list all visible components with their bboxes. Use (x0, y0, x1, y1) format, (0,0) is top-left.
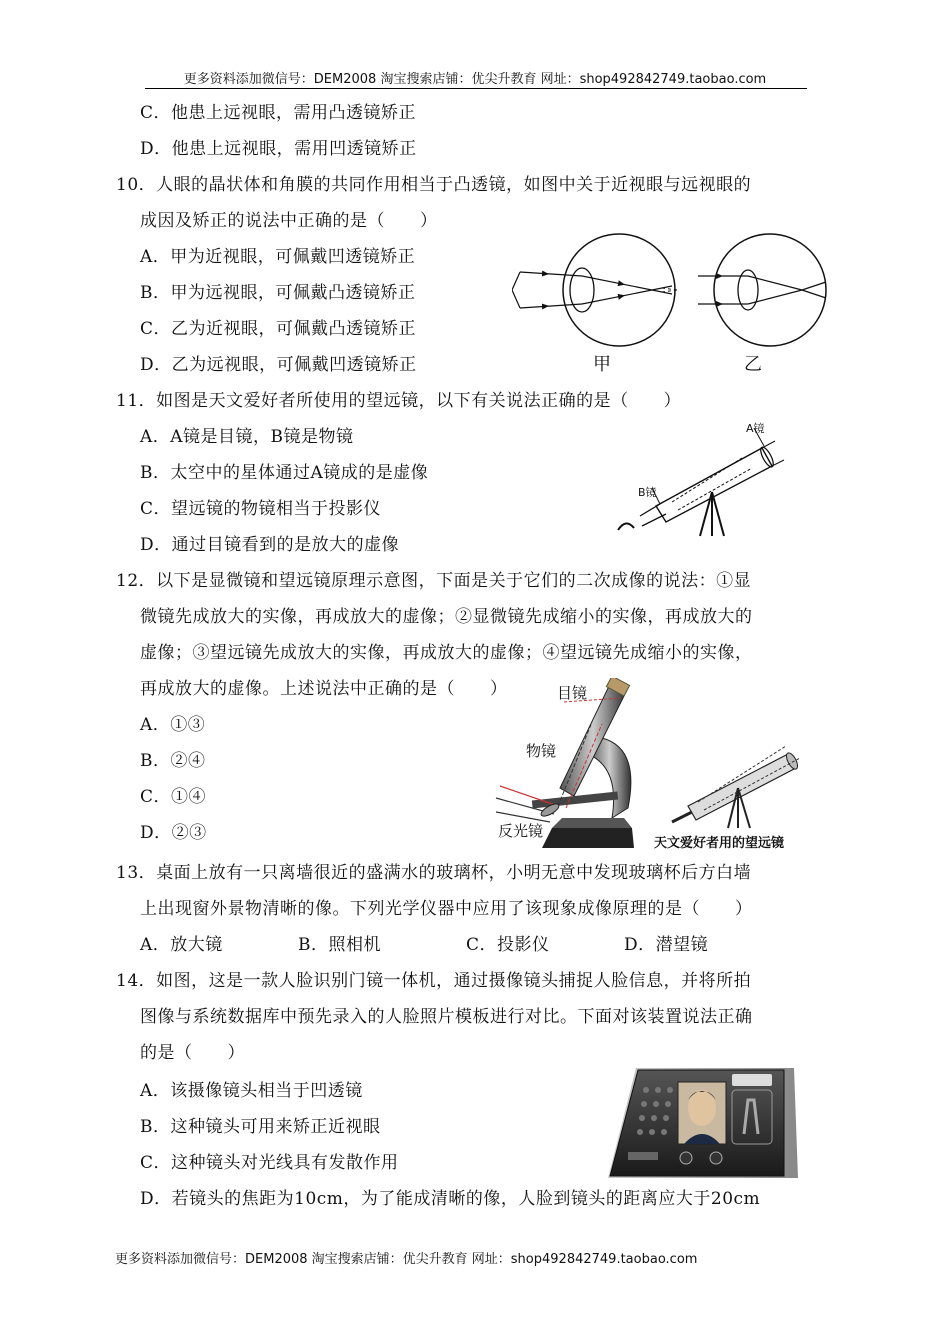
eye-label-yi: 乙 (744, 354, 762, 375)
q11-stem: 11．如图是天文爱好者所使用的望远镜，以下有关说法正确的是（ ） (116, 391, 682, 411)
q13-option-b: B．照相机 (298, 935, 381, 955)
eye-diagram (512, 232, 832, 380)
q10-stem-line1: 10．人眼的晶状体和角膜的共同作用相当于凸透镜，如图中关于近视眼与远视眼的 (116, 175, 752, 195)
q13-option-c: C．投影仪 (466, 935, 550, 955)
microscope-label-eyepiece: 目镜 (557, 684, 588, 702)
q11-option-b: B．太空中的星体通过A镜成的是虚像 (140, 463, 429, 483)
q10-stem-line2: 成因及矫正的说法中正确的是（ ） (140, 211, 438, 231)
eye-label-jia: 甲 (593, 354, 611, 375)
page-header: 更多资料添加微信号：DEM2008 淘宝搜索店铺：优尖升教育 网址：shop492842749.taobao.com (183, 72, 767, 87)
q10-option-c: C．乙为近视眼，可佩戴凸透镜矫正 (140, 319, 417, 339)
q12-option-b: B．②④ (140, 751, 206, 771)
page-footer: 更多资料添加微信号：DEM2008 淘宝搜索店铺：优尖升教育 网址：shop492842749.taobao.com (115, 1252, 698, 1267)
q14-stem-line2: 图像与系统数据库中预先录入的人脸照片模板进行对比。下面对该装置说法正确 (140, 1007, 753, 1027)
q13-stem-line1: 13．桌面上放有一只离墙很近的盛满水的玻璃杯，小明无意中发现玻璃杯后方白墙 (116, 863, 752, 883)
q10-option-a: A．甲为近视眼，可佩戴凹透镜矫正 (140, 247, 416, 267)
telescope-label-a: A镜 (746, 422, 765, 435)
microscope-label-mirror: 反光镜 (498, 822, 544, 840)
face-recognition-device (598, 1060, 802, 1186)
q10-option-d: D．乙为远视眼，可佩戴凹透镜矫正 (140, 355, 417, 375)
q14-option-b: B．这种镜头可用来矫正近视眼 (140, 1117, 381, 1137)
q14-stem-line1: 14．如图，这是一款人脸识别门镜一体机，通过摄像镜头捕捉人脸信息，并将所拍 (116, 971, 752, 991)
eye-icon (618, 523, 634, 530)
q14-stem-line3: 的是（ ） (140, 1043, 245, 1063)
microscope-label-objective: 物镜 (526, 742, 557, 760)
q9-option-c: C．他患上远视眼，需用凸透镜矫正 (140, 103, 417, 123)
q13-option-d: D．潜望镜 (624, 935, 709, 955)
camera-lens-icon (680, 1152, 692, 1164)
telescope-diagram (612, 418, 792, 542)
header-rule (145, 88, 807, 89)
q11-option-c: C．望远镜的物镜相当于投影仪 (140, 499, 382, 519)
q11-option-d: D．通过目镜看到的是放大的虚像 (140, 535, 400, 555)
q12-stem-line2: 微镜先成放大的实像，再成放大的虚像；②显微镜先成缩小的实像，再成放大的 (140, 607, 753, 627)
telescope2-diagram (658, 736, 808, 832)
q12-stem-line3: 虚像；③望远镜先成放大的实像，再成放大的虚像；④望远镜先成缩小的实像， (140, 643, 753, 663)
q14-option-a: A．该摄像镜头相当于凹透镜 (140, 1081, 363, 1101)
q13-stem-line2: 上出现窗外景物清晰的像。下列光学仪器中应用了该现象成像原理的是（ ） (140, 899, 753, 919)
q14-option-c: C．这种镜头对光线具有发散作用 (140, 1153, 399, 1173)
telescope2-caption: 天文爱好者用的望远镜 (654, 836, 785, 851)
q9-option-d: D．他患上远视眼，需用凹透镜矫正 (140, 139, 417, 159)
q12-option-c: C．①④ (140, 787, 207, 807)
q12-option-a: A．①③ (140, 715, 206, 735)
q12-option-d: D．②③ (140, 823, 207, 843)
camera-lens-icon (710, 1152, 722, 1164)
eye-yi-icon (714, 234, 826, 346)
q10-option-b: B．甲为远视眼，可佩戴凸透镜矫正 (140, 283, 416, 303)
telescope-label-b: B镜 (638, 486, 657, 499)
q14-option-d: D．若镜头的焦距为10cm，为了能成清晰的像，人脸到镜头的距离应大于20cm (140, 1189, 761, 1209)
q11-option-a: A．A镜是目镜，B镜是物镜 (140, 427, 354, 447)
q12-stem-line1: 12．以下是显微镜和望远镜原理示意图，下面是关于它们的二次成像的说法：①显 (116, 571, 752, 591)
q13-option-a: A．放大镜 (140, 935, 223, 955)
eye-jia-icon (563, 234, 675, 346)
q12-stem-line4: 再成放大的虚像。上述说法中正确的是（ ） (140, 679, 508, 699)
